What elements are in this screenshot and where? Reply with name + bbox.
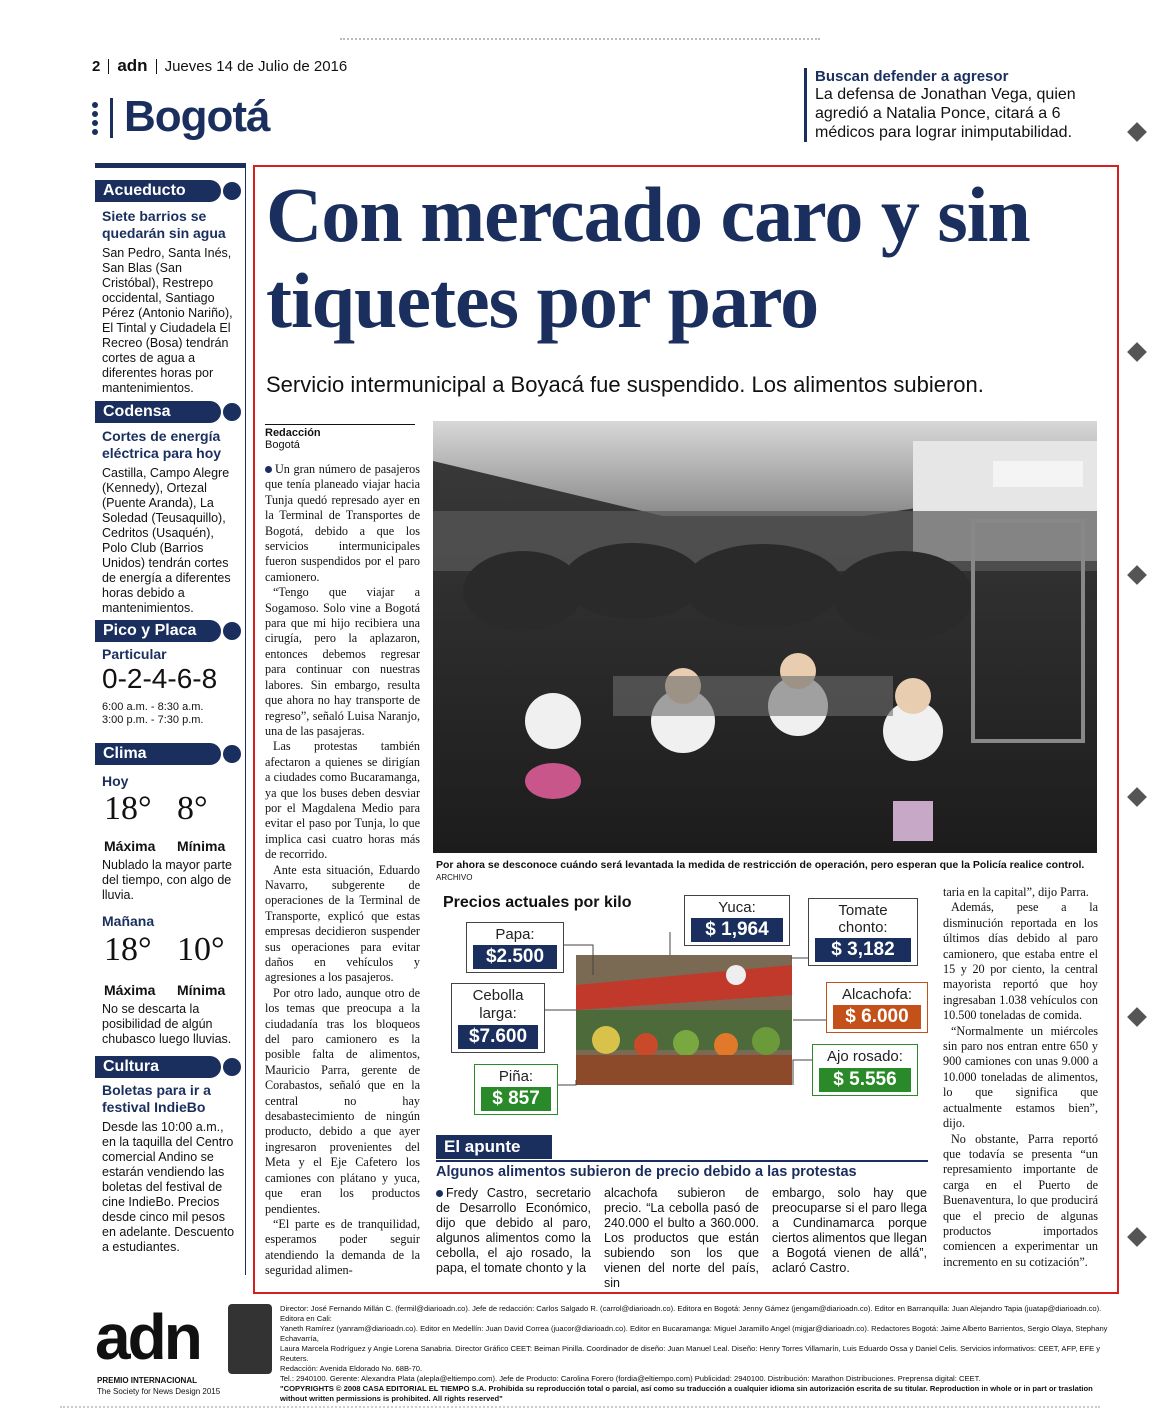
sidebar-text: Desde las 10:00 a.m., en la taquilla del Centro comercial Andino se estarán vendiendo las boletas del festival de cine IndieBo. Precios desde cinco mil pesos en adelante. Descuento a estudiantes. — [102, 1120, 235, 1254]
credits-line: Tel.: 2940100. Gerente: Alexandra Plata (alepla@eltiempo.com). Jefe de Producto: Carolina Forero (fordia@eltiempo.com) Publicidad: 2940100. Distribución: Marathon Distribuciones. Preprensa digital: CEET. — [280, 1374, 981, 1383]
price-ajo — [812, 1044, 918, 1096]
apunte-column-2: alcachofa subieron de precio. “La cebolla pasó de 240.000 el bulto a 360.000. Los productos que están subiendo son los que vienen del norte del país, sin — [604, 1186, 759, 1290]
section-dots-icon — [92, 102, 102, 138]
price-name: Papa: — [495, 926, 535, 943]
paragraph: “Tengo que viajar a Sogamoso. Solo vine a Bogotá para que mi hijo recibiera una cirugía, pero la aplazaron, entonces debemos regresar para continuar con nuestras labores. Sin embargo, resulta que ahora no hay transporte de regreso”, señaló Luisa Naranjo, una de las pasajeras. — [265, 585, 420, 738]
margin-diamond-icon — [1127, 1007, 1147, 1027]
clima-max-label: Máxima — [104, 982, 156, 998]
apunte-rule — [436, 1160, 928, 1162]
margin-diamond-icon — [1127, 787, 1147, 807]
bottom-dotted-border — [60, 1406, 1100, 1408]
credits — [280, 1304, 1110, 1404]
clima-max-label: Máxima — [104, 838, 156, 854]
sidebar-text: Castilla, Campo Alegre (Kennedy), Ortezal (Puente Aranda), La Soledad (Teusaquillo), Cedritos (Usaquén), Polo Club (Barrios Unidos) tendrán cortes de energía a diferentes horas debido a mantenimientos. — [102, 466, 231, 615]
margin-diamond-icon — [1127, 565, 1147, 585]
footer-logo-text: adn — [95, 1301, 200, 1373]
paragraph: taria en la capital”, dijo Parra. — [943, 885, 1089, 899]
paragraph: Además, pese a la disminución reportada en los últimos días debido al paro camionero, que estaba entre el 15 y 20 por ciento, la central mayorista reportó que hoy ingresaban 1.038 vehículos con 10.500 toneladas de comida. — [943, 900, 1098, 1023]
paragraph: Por otro lado, aunque otro de los temas que preocupa a la ciudadanía tras los bloqueos del paro camionero es la posible falta de alimentos, Mauricio Parra, gerente de Corabastos, señaló que en la central no hay desabastecimiento de ningún producto, debido a que ayer ingresaron provenientes del Meta y el Eje Cafetero los camiones con plátano y yuca, que eran los productos pendientes. — [265, 985, 420, 1216]
speech-bubble-icon — [223, 1058, 241, 1076]
brand-name: adn — [117, 56, 148, 75]
bullet-icon — [265, 466, 272, 473]
award-subtitle: The Society for News Design 2015 — [97, 1387, 221, 1396]
caption-text: Por ahora se desconoce cuándo será levantada la medida de restricción de operación, pero esperan que la Policía realice control. — [436, 859, 1085, 871]
pico-placa-digits: 0-2-4-6-8 — [102, 663, 218, 694]
issue-date: Jueves 14 de Julio de 2016 — [164, 57, 348, 75]
sidebar-tag-codensa: Codensa — [95, 401, 221, 423]
apunte-text: Fredy Castro, secretario de Desarrollo Económico, dijo que debido al paro, algunos alimentos como la cebolla, el ajo rosado, la papa, el tomate chonto y la — [436, 1186, 591, 1275]
price-pina — [474, 1064, 558, 1115]
paragraph: Ante esta situación, Eduardo Navarro, subgerente de operaciones de la Terminal de Transporte, explicó que estas empresas decidieron suspender sus operaciones para evitar daños en vehículos y agresiones a los pasajeros. — [265, 862, 420, 985]
paragraph: “El parte es de tranquilidad, esperamos poder seguir atendiendo la demanda de la seguridad alimen- — [265, 1216, 420, 1278]
price-name: Cebolla larga: — [472, 987, 524, 1022]
clima-manana-min: 10° — [177, 931, 225, 968]
price-name: Alcachofa: — [841, 986, 913, 1003]
credits-line: Laura Marcela Rodríguez y Angie Lorena Sanabria. Director Gráfico CEET: Beiman Pinilla. Coordinador de diseño: Juan Manuel Leal. Diseño: Henry Torres Villamarín, Luis Eduardo Ossa y Daniel Celis. Servicios informativos: CEET, AFP, EFE y Reuters. — [280, 1344, 1101, 1363]
teaser-headline: Buscan defender a agresor — [815, 68, 1009, 85]
margin-diamond-icon — [1127, 1227, 1147, 1247]
price-papa — [466, 922, 564, 973]
price-name: Ajo rosado: — [827, 1048, 903, 1065]
speech-bubble-icon — [223, 622, 241, 640]
margin-diamond-icon — [1127, 122, 1147, 142]
clima-hoy-label: Hoy — [102, 773, 129, 789]
credits-line: Yaneth Ramírez (yanram@diarioadn.co). Editor en Medellín: Juan David Correa (juacor@diarioadn.co). Editor en Bucaramanga: Miguel Jaramillo Angel (migjar@diarioadn.co). Redactores Bogotá: Jaime Alberto Barrientos, Sergio Olaya, Stephany Echavarría, — [280, 1324, 1108, 1343]
sidebar-tag-acueducto: Acueducto — [95, 180, 221, 202]
clima-hoy-max: 18° — [104, 790, 152, 827]
section-title: Bogotá — [124, 92, 270, 141]
article-column-1 — [265, 462, 420, 1279]
award-title: PREMIO INTERNACIONAL — [97, 1376, 197, 1385]
paragraph: “Normalmente un miércoles sin paro nos entran entre 650 y 900 camiones con unas 9.000 a 10.000 toneladas de alimentos, lo que significa que actualmente estamos bien”, dijo. — [943, 1023, 1098, 1131]
price-name: Tomate chonto: — [838, 902, 888, 936]
clima-manana-text: No se descarta la posibilidad de algún chubasco luego lluvias. — [102, 1002, 232, 1046]
price-name: Yuca: — [718, 899, 756, 916]
price-value: $2.500 — [473, 945, 557, 969]
byline — [265, 424, 415, 451]
price-value: $ 3,182 — [815, 938, 911, 962]
clima-min-label: Mínima — [177, 982, 226, 998]
clima-manana-max: 18° — [104, 931, 152, 968]
sidebar — [95, 163, 246, 1275]
paragraph: No obstante, Parra reportó que todavía se presenta “un represamiento importante de carga en el Puerto de Buenaventura, lo que producirá que el precio de algunas productos importados comiencen a experimentar un incremento en su cotización”. — [943, 1131, 1098, 1269]
award-badge-icon — [228, 1304, 272, 1374]
page-number: 2 — [92, 57, 101, 75]
speech-bubble-icon — [223, 745, 241, 763]
article-headline: Con mercado caro y sin tiquetes por paro — [266, 171, 1030, 344]
paragraph: Un gran número de pasajeros que tenía planeado viajar hacia Tunja quedó represado ayer en la Terminal de Transportes de Bogotá, debido a que los servicios intermunicipales fueron suspendidos por el paro camionero. — [265, 462, 420, 584]
apunte-column-3: embargo, solo hay que preocuparse si el paro llega a Cundinamarca porque ciertos alimentos que llegan a Bogotá vienen de allá”, aclaró Castro. — [772, 1186, 927, 1275]
speech-bubble-icon — [223, 182, 241, 200]
section-bar — [110, 98, 113, 138]
teaser — [804, 68, 1115, 142]
price-value: $ 857 — [481, 1087, 551, 1111]
sidebar-tag-pico-placa: Pico y Placa — [95, 620, 221, 642]
sidebar-tag-clima: Clima — [95, 743, 221, 765]
credits-line: Redacción: Avenida Eldorado No. 68B-70. — [280, 1364, 423, 1373]
prices-title: Precios actuales por kilo — [443, 894, 632, 911]
sidebar-headline: Boletas para ir a festival IndieBo — [102, 1082, 211, 1115]
apunte-tag: El apunte — [436, 1135, 552, 1159]
clima-min-label: Mínima — [177, 838, 226, 854]
credits-copyright: "COPYRIGHTS © 2008 CASA EDITORIAL EL TIEMPO S.A. Prohibida su reproducción total o parcial, así como su traducción a cualquier idioma sin autorización escrita de su titular. Reproduction in whole or in part or traslation without written permissions is prohibited. All rights reserved" — [280, 1384, 1093, 1403]
price-value: $ 5.556 — [819, 1068, 911, 1092]
price-value: $ 6.000 — [833, 1005, 921, 1029]
page-header — [92, 56, 347, 76]
speech-bubble-icon — [223, 403, 241, 421]
bullet-icon — [436, 1190, 443, 1197]
apunte-column-1 — [436, 1186, 591, 1276]
price-alcachofa — [826, 982, 928, 1033]
clima-hoy-text: Nublado la mayor parte del tiempo, con algo de lluvia. — [102, 858, 232, 902]
sidebar-headline: Cortes de energía eléctrica para hoy — [102, 428, 222, 461]
paragraph: Las protestas también afectaron a quienes se dirigían a ciudades como Bucaramanga, ya que los buses deben desviar por el Magdalena Medio para evitar el paso por Tunja, lo que implica casi cuatro horas más de recorrido. — [265, 739, 420, 862]
caption-credit: ARCHIVO — [436, 873, 473, 882]
terminal-photo — [433, 421, 1097, 853]
byline-city: Bogotá — [265, 439, 300, 451]
price-tomate — [808, 898, 918, 966]
clima-hoy-min: 8° — [177, 790, 208, 827]
price-value: $7.600 — [458, 1025, 538, 1049]
credits-line: Director: José Fernando Millán C. (fermil@diarioadn.co). Jefe de redacción: Carlos Salgado R. (carrol@diarioadn.co). Editora en Bogotá: Jenny Gámez (jengam@diarioadn.co). Editor en Barranquilla: Juan Alejandro Tapia (juatap@diarioadn.co). Editora en Cali: — [280, 1304, 1102, 1323]
pico-placa-hours-evening: 3:00 p.m. - 7:30 p.m. — [102, 714, 204, 726]
apunte-headline: Algunos alimentos subieron de precio debido a las protestas — [436, 1164, 857, 1180]
pico-placa-type: Particular — [102, 646, 167, 662]
clima-manana-label: Mañana — [102, 913, 155, 929]
article-column-2 — [943, 885, 1098, 1270]
price-value: $ 1,964 — [691, 918, 783, 942]
price-cebolla — [451, 983, 545, 1053]
sidebar-text: San Pedro, Santa Inés, San Blas (San Cristóbal), Restrepo occidental, Santiago Pérez (Antonio Nariño), El Tintal y Ciudadela El Recreo (Bosa) tendrán cortes de agua a diferentes horas por mantenimientos. — [102, 246, 233, 395]
price-yuca — [684, 895, 790, 946]
footer-logo — [95, 1302, 200, 1372]
pico-placa-hours-morning: 6:00 a.m. - 8:30 a.m. — [102, 701, 204, 713]
teaser-text: La defensa de Jonathan Vega, quien agredió a Natalia Ponce, citará a 6 médicos para lograr inimputabilidad. — [815, 86, 1076, 141]
top-dotted-border — [340, 38, 820, 40]
price-name: Piña: — [498, 1068, 534, 1085]
sidebar-tag-cultura: Cultura — [95, 1056, 221, 1078]
byline-name: Redacción — [265, 427, 321, 439]
header-separator — [156, 59, 157, 74]
header-separator — [108, 59, 109, 74]
article-subhead: Servicio intermunicipal a Boyacá fue suspendido. Los alimentos subieron. — [266, 372, 984, 397]
margin-diamond-icon — [1127, 342, 1147, 362]
sidebar-headline: Siete barrios se quedarán sin agua — [102, 208, 226, 241]
